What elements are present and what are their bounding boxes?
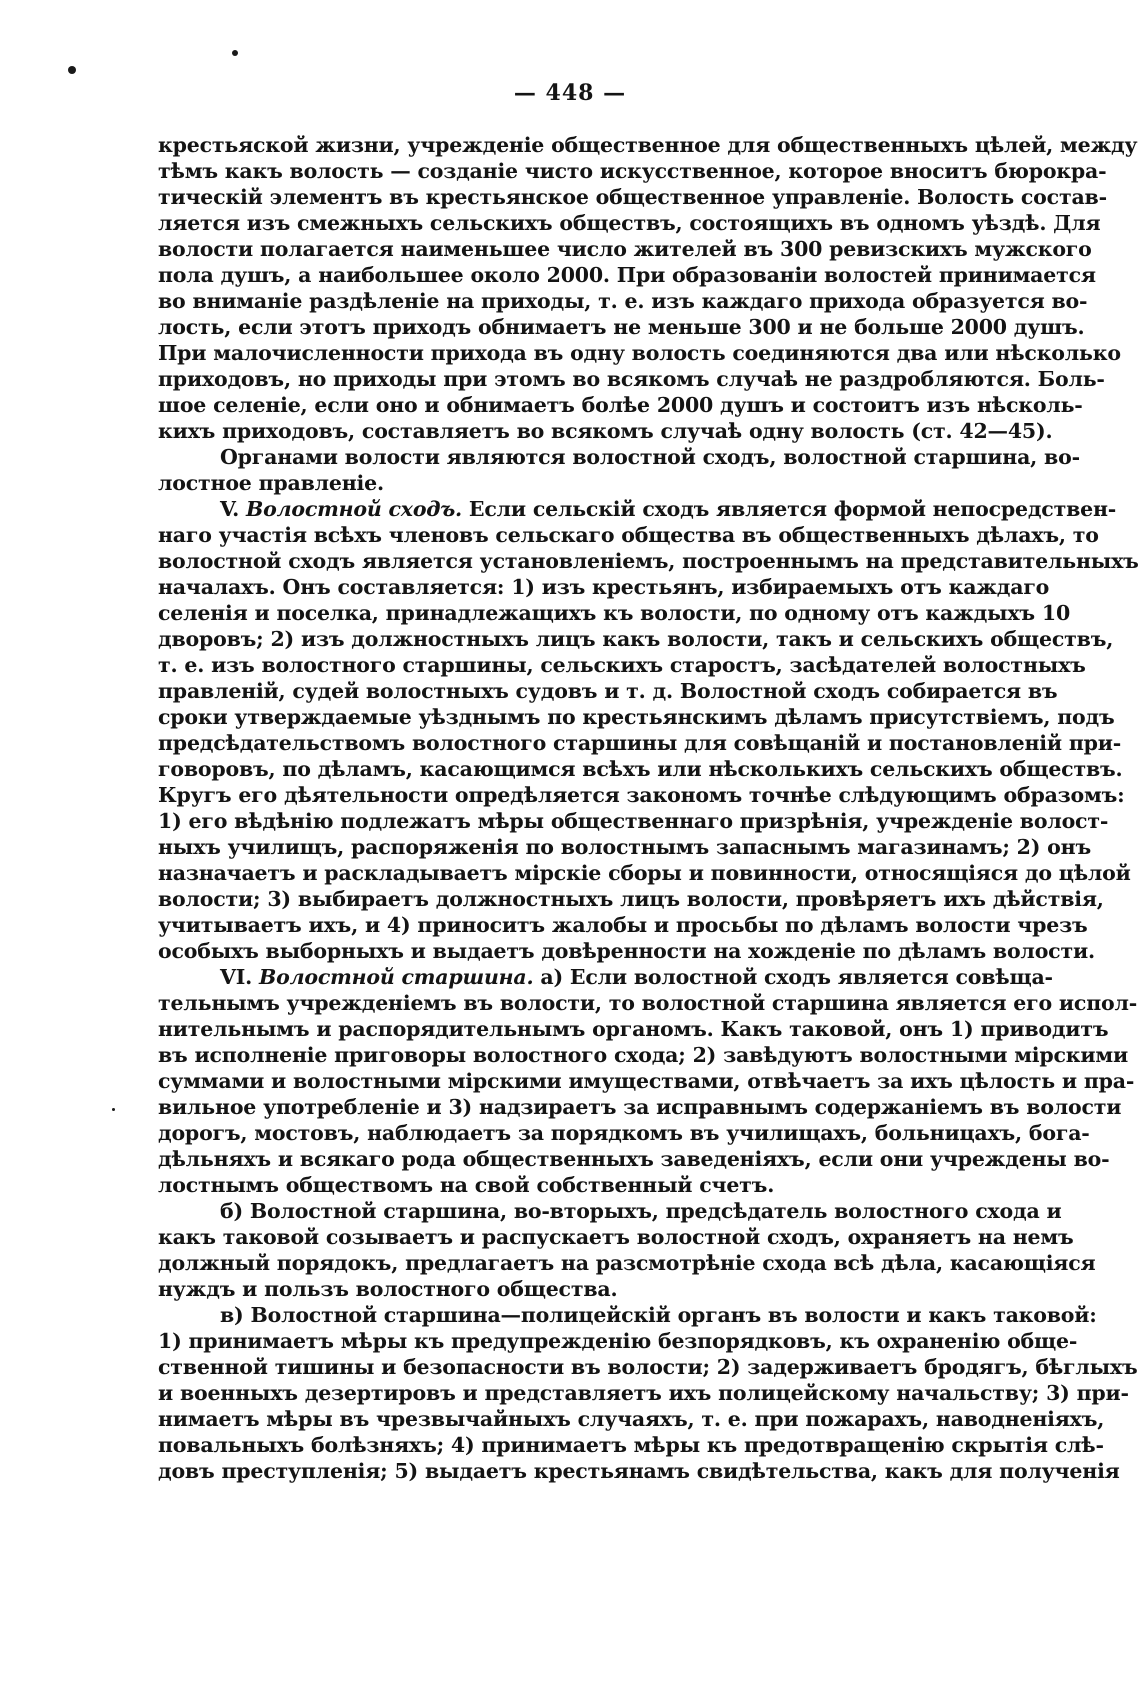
text-line: суммами и волостными мірскими имуществами, отвѣчаетъ за ихъ цѣлость и пра- [158,1069,1135,1093]
section-number: V. [220,497,240,521]
text-line: лостнымъ обществомъ на свой собственный счетъ. [158,1173,775,1197]
text-line: лостное правленіе. [158,471,384,495]
paragraph [158,1302,1138,1484]
text-line: волости полагается наименьшее число жителей въ 300 ревизскихъ мужского [158,237,1092,261]
text-line: тѣмъ какъ волость — созданіе чисто искусственное, которое вноситъ бюрокра- [158,159,1107,183]
text-line: 1) принимаетъ мѣры къ предупрежденію безпорядковъ, къ охраненію обще- [158,1329,1078,1353]
text-line: крестьяской жизни, учрежденіе общественное для общественныхъ цѣлей, между [158,133,1138,157]
page-number: — 448 — [513,80,627,106]
section-vi-paragraph [158,964,1138,1198]
text-line: вильное употребленіе и 3) надзираетъ за исправнымъ содержаніемъ въ волости [158,1095,1122,1119]
text-line: въ исполненіе приговоры волостного схода; 2) завѣдуютъ волостными мірскими [158,1043,1129,1067]
text-line: тическій элементъ въ крестьянское общественное управленіе. Волость состав- [158,185,1107,209]
text-line: назначаетъ и раскладываетъ мірскіе сборы и повинности, относящіяся до цѣлой [158,861,1131,885]
text-line: повальныхъ болѣзняхъ; 4) принимаетъ мѣры къ предотвращенію скрытія слѣ- [158,1433,1104,1457]
text-line: наго участія всѣхъ членовъ сельскаго общества въ общественныхъ дѣлахъ, то [158,523,1099,547]
scan-speck [68,66,76,74]
text-line: дворовъ; 2) изъ должностныхъ лицъ какъ волости, такъ и сельскихъ обществъ, [158,627,1114,651]
text-line: во вниманіе раздѣленіе на приходы, т. е. изъ каждаго прихода образуется во- [158,289,1088,313]
text-line: и военныхъ дезертировъ и представляетъ ихъ полицейскому начальству; 3) при- [158,1381,1129,1405]
text-line: должный порядокъ, предлагаетъ на разсмотрѣніе схода всѣ дѣла, касающіяся [158,1251,1096,1275]
text-line: пола душъ, а наибольшее около 2000. При образованіи волостей принимается [158,263,1096,287]
text-line: ляется изъ смежныхъ сельскихъ обществъ, состоящихъ въ одномъ уѣздѣ. Для [158,211,1101,235]
paragraph [158,1198,1096,1302]
text-line: ственной тишины и безопасности въ волости; 2) задерживаетъ бродягъ, бѣглыхъ [158,1355,1138,1379]
text-line: дорогъ, мостовъ, наблюдаетъ за порядкомъ въ училищахъ, больницахъ, бога- [158,1121,1090,1145]
text-fragment: Если сельскій сходъ является формой непосредствен- [468,497,1117,521]
text-line: приходовъ, но приходы при этомъ во всякомъ случаѣ не раздробляются. Боль- [158,367,1105,391]
text-line: сроки утверждаемые уѣзднымъ по крестьянскимъ дѣламъ присутствіемъ, подъ [158,705,1115,729]
text-line: Кругъ его дѣятельности опредѣляется закономъ точнѣе слѣдующимъ образомъ: [158,783,1125,807]
text-line: дѣльняхъ и всякаго рода общественныхъ заведеніяхъ, если они учреждены во- [158,1147,1110,1171]
text-fragment: а) Если волостной сходъ является совѣща- [540,965,1053,989]
text-line: началахъ. Онъ составляется: 1) изъ крестьянъ, избираемыхъ отъ каждаго [158,575,1050,599]
text-line: довъ преступленія; 5) выдаетъ крестьянамъ свидѣтельства, какъ для полученія [158,1459,1120,1483]
text-line: волости; 3) выбираетъ должностныхъ лицъ волости, провѣряетъ ихъ дѣйствія, [158,887,1104,911]
text-line: нительнымъ и распорядительнымъ органомъ. Какъ таковой, онъ 1) приводитъ [158,1017,1109,1041]
text-line: т. е. изъ волостного старшины, сельскихъ старостъ, засѣдателей волостныхъ [158,653,1086,677]
scan-speck [232,50,238,56]
text-line: б) Волостной старшина, во-вторыхъ, предсѣдатель волостного схода и [220,1199,1062,1223]
section-v-paragraph [158,496,1139,964]
paragraph [158,444,1080,496]
text-line: в) Волостной старшина—полицейскій органъ въ волости и какъ таковой: [220,1303,1097,1327]
section-first-line [158,496,1117,522]
text-line: предсѣдательствомъ волостного старшины для совѣщаній и постановленій при- [158,731,1122,755]
scan-speck [112,1108,115,1111]
text-line: Органами волости являются волостной сходъ, волостной старшина, во- [220,445,1080,469]
text-line: 1) его вѣдѣнію подлежатъ мѣры общественнаго призрѣнія, учрежденіе волост- [158,809,1109,833]
text-line: волостной сходъ является установленіемъ, построеннымъ на представительныхъ [158,549,1139,573]
text-line: лость, если этотъ приходъ обнимаетъ не меньше 300 и не больше 2000 душъ. [158,315,1085,339]
page-body [158,132,1139,1484]
text-line: ныхъ училищъ, распоряженія по волостнымъ запаснымъ магазинамъ; 2) онъ [158,835,1091,859]
text-line: какъ таковой созываетъ и распускаетъ волостной сходъ, охраняетъ на немъ [158,1225,1074,1249]
section-number: VI. [220,965,253,989]
paragraph [158,132,1138,444]
text-line: говоровъ, по дѣламъ, касающимся всѣхъ или нѣсколькихъ сельскихъ обществъ. [158,757,1123,781]
text-line: учитываетъ ихъ, и 4) приноситъ жалобы и просьбы по дѣламъ волости чрезъ [158,913,1088,937]
text-line: шое селеніе, если оно и обнимаетъ болѣе 2000 душъ и состоитъ изъ нѣсколь- [158,393,1083,417]
section-heading: Волостной старшина. [258,965,534,989]
text-line: тельнымъ учрежденіемъ въ волости, то волостной старшина является его испол- [158,991,1138,1015]
section-first-line [158,964,1053,990]
text-line: нимаетъ мѣры въ чрезвычайныхъ случаяхъ, т. е. при пожарахъ, наводненіяхъ, [158,1407,1105,1431]
text-line: кихъ приходовъ, составляетъ во всякомъ случаѣ одну волость (ст. 42—45). [158,419,1053,443]
text-line: нуждъ и пользъ волостного общества. [158,1277,618,1301]
section-heading: Волостной сходъ. [246,497,462,521]
text-line: особыхъ выборныхъ и выдаетъ довѣренности на хожденіе по дѣламъ волости. [158,939,1095,963]
text-line: При малочисленности прихода въ одну волость соединяются два или нѣсколько [158,341,1121,365]
text-line: селенія и поселка, принадлежащихъ къ волости, по одному отъ каждыхъ 10 [158,601,1071,625]
text-line: правленій, судей волостныхъ судовъ и т. д. Волостной сходъ собирается въ [158,679,1058,703]
